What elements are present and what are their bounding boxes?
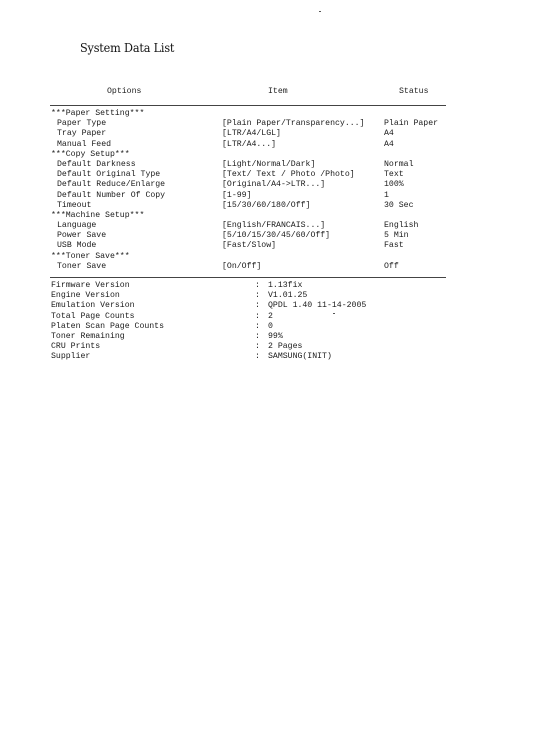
info-key: Total Page Counts xyxy=(51,311,135,321)
setting-status: 1 xyxy=(384,190,389,200)
info-value: 99% xyxy=(268,331,283,341)
column-header-status: Status xyxy=(399,87,429,96)
info-row xyxy=(0,291,550,301)
info-row xyxy=(0,312,550,322)
info-separator: : xyxy=(255,331,260,341)
setting-option: Paper Type xyxy=(57,119,107,129)
setting-status: 100% xyxy=(384,180,404,190)
setting-option: Default Darkness xyxy=(57,159,136,169)
setting-row xyxy=(0,119,550,129)
info-separator: : xyxy=(255,342,260,352)
setting-item-range: [1-99] xyxy=(222,190,252,200)
scan-speck xyxy=(333,313,335,314)
setting-status: Plain Paper xyxy=(384,119,439,129)
info-value: 0 xyxy=(268,321,273,331)
setting-row xyxy=(0,170,550,180)
setting-row xyxy=(0,221,550,231)
setting-item-range: [English/FRANCAIS...] xyxy=(222,221,326,231)
setting-option: Toner Save xyxy=(57,261,107,271)
setting-option: Default Reduce/Enlarge xyxy=(57,180,166,190)
setting-option: Manual Feed xyxy=(57,139,112,149)
device-info-list xyxy=(0,281,550,363)
section-heading: ***Machine Setup*** xyxy=(51,210,145,220)
scan-speck xyxy=(319,11,321,12)
info-value: QPDL 1.40 11-14-2005 xyxy=(268,301,367,311)
info-key: Supplier xyxy=(51,352,91,362)
info-separator: : xyxy=(255,291,260,301)
page-title: System Data List xyxy=(80,40,175,55)
info-key: Emulation Version xyxy=(51,301,135,311)
info-value: 1.13fix xyxy=(268,281,303,290)
info-separator: : xyxy=(255,311,260,321)
setting-row xyxy=(0,180,550,190)
setting-status: English xyxy=(384,221,419,231)
setting-row xyxy=(0,201,550,211)
setting-row xyxy=(0,160,550,170)
settings-table xyxy=(0,109,550,272)
info-key: Platen Scan Page Counts xyxy=(51,321,165,331)
section-heading-row xyxy=(0,150,550,160)
header-divider xyxy=(50,105,446,106)
setting-option: Default Original Type xyxy=(57,170,161,180)
setting-row xyxy=(0,262,550,272)
info-value: SAMSUNG(INIT) xyxy=(268,352,332,362)
setting-item-range: [LTR/A4...] xyxy=(222,139,277,149)
section-heading: ***Toner Save*** xyxy=(51,251,130,261)
setting-option: Timeout xyxy=(57,200,92,210)
setting-item-range: [Light/Normal/Dark] xyxy=(222,159,316,169)
setting-row xyxy=(0,140,550,150)
info-value: 2 Pages xyxy=(268,342,303,352)
setting-row xyxy=(0,129,550,139)
setting-status: A4 xyxy=(384,129,394,139)
info-row xyxy=(0,332,550,342)
column-header-options: Options xyxy=(107,87,142,96)
setting-item-range: [On/Off] xyxy=(222,261,262,271)
setting-option: Tray Paper xyxy=(57,129,107,139)
column-header-item: Item xyxy=(268,87,288,96)
setting-option: Default Number Of Copy xyxy=(57,190,166,200)
section-heading: ***Copy Setup*** xyxy=(51,149,130,159)
setting-item-range: [Text/ Text / Photo /Photo] xyxy=(222,170,355,180)
setting-item-range: [15/30/60/180/Off] xyxy=(222,200,311,210)
info-row xyxy=(0,342,550,352)
setting-item-range: [Original/A4->LTR...] xyxy=(222,180,326,190)
setting-status: Text xyxy=(384,170,404,180)
info-separator: : xyxy=(255,352,260,362)
info-key: Firmware Version xyxy=(51,281,130,290)
setting-option: USB Mode xyxy=(57,241,97,251)
setting-status: 30 Sec xyxy=(384,200,414,210)
setting-option: Language xyxy=(57,221,97,231)
setting-item-range: [5/10/15/30/45/60/Off] xyxy=(222,231,331,241)
section-heading-row xyxy=(0,211,550,221)
info-row xyxy=(0,322,550,332)
setting-item-range: [Fast/Slow] xyxy=(222,241,277,251)
setting-row xyxy=(0,231,550,241)
info-separator: : xyxy=(255,281,260,290)
setting-row xyxy=(0,241,550,251)
setting-item-range: [LTR/A4/LGL] xyxy=(222,129,281,139)
info-key: CRU Prints xyxy=(51,342,101,352)
setting-status: Off xyxy=(384,261,399,271)
setting-row xyxy=(0,191,550,201)
info-row xyxy=(0,281,550,291)
setting-status: A4 xyxy=(384,139,394,149)
setting-status: 5 Min xyxy=(384,231,409,241)
setting-status: Normal xyxy=(384,159,414,169)
info-key: Engine Version xyxy=(51,291,120,301)
section-heading-row xyxy=(0,252,550,262)
setting-option: Power Save xyxy=(57,231,107,241)
info-separator: : xyxy=(255,321,260,331)
setting-item-range: [Plain Paper/Transparency...] xyxy=(222,119,365,129)
info-value: V1.01.25 xyxy=(268,291,308,301)
section-heading-row xyxy=(0,109,550,119)
info-value: 2 xyxy=(268,311,273,321)
info-separator: : xyxy=(255,301,260,311)
setting-status: Fast xyxy=(384,241,404,251)
info-key: Toner Remaining xyxy=(51,331,125,341)
section-divider xyxy=(50,277,446,278)
info-row xyxy=(0,301,550,311)
section-heading: ***Paper Setting*** xyxy=(51,109,145,118)
info-row xyxy=(0,352,550,362)
